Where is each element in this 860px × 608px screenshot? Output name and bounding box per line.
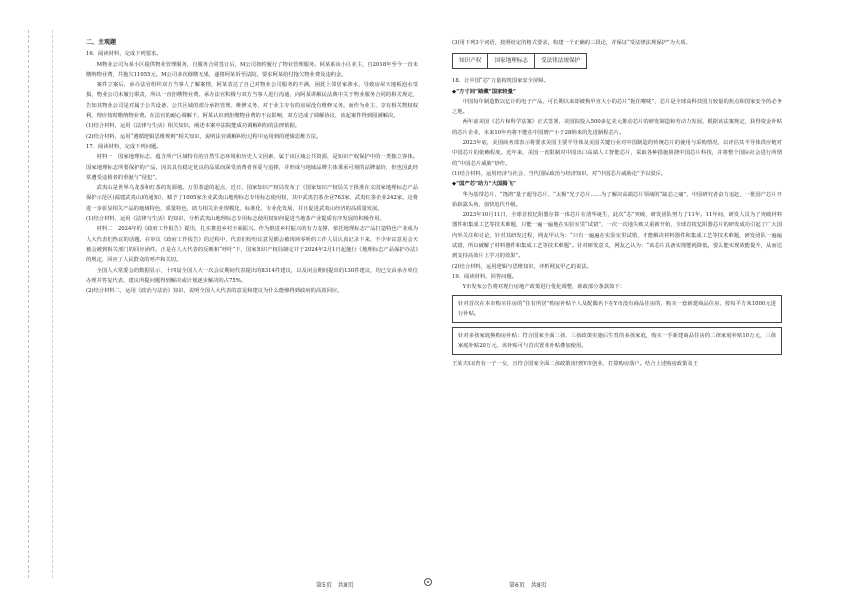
question-18-title: 18．让中国“芯”力量构筑国家安全屏障。 (452, 78, 549, 85)
question-18-paragraph-2: 两年前美国《芯片和科学法案》正式签署，美国拟投入500多亿美元推动芯片的研发制造和劳动力发展。根据该法案规定，获得资金补贴的芯片企业，未来10年内将不能在中国增产小于28纳米的先进制程芯片。 (452, 119, 782, 136)
question-18-paragraph-3: 2023年底，美国商务部表示将要求美国主要半导体及美国关键行业对中国制造的传统芯片的使用与采购情况，以评估其半导体供应链对中国芯片的依赖程度。近年来，美国一直限制对中国出口高端人工智能芯片，采取各种措施阻挠中国芯片科技，并将整个国际社会进行所谓的“中国芯片威胁”炒作。 (452, 140, 782, 167)
policy-box-1 (452, 295, 782, 323)
keyword-cell: 受法律法规保护 (534, 54, 586, 69)
question-17-subquestion-2: (2)结合材料二，运用《政治与法治》知识，说明全国人大代表的意见和建议为什么能够得到政府的高效回应。 (86, 288, 343, 295)
policy-box-2 (452, 327, 782, 355)
question-16-title: 16．阅读材料，完成下列要求。 (86, 51, 162, 58)
keyword-cell: 国家地理标志 (488, 54, 535, 69)
question-18-paragraph-5: 2023年10月11日，全球首枚忆阻器存算一体芯片在清华诞生，此次“芯”突破，研发团队努力了11年。11年间，研发人员为了突破材料器件和集成工艺等技术难题，只能一遍一遍地在实验室里“试错”，一次一次地失败又重新开始，全球首枚忆阻器芯片的研发成功引起了广大国内外关注和讨论，针对其研发过程，网友甲认为：“只有一遍遍在实验室里试错，才能解决材料器件和集成工艺等技术难题，研发团队一遍遍试错，所以破解了材料器件和集成工艺等技术难题”。针对研发意义，网友乙认为：“该芯片具备实现能耗降低，要么能实现效能提升，从而达到支持高效片上学习的效果”。 (452, 212, 782, 260)
question-16-paragraph-2: 案件立案后，承办法官组织双方当事人了解案情，阿某表达了自己对物业公司服务的不满，困扰上邻居家渗水，导致房屋天地板泡水受损，物业公司未履行职责，所以一直拒缴物业费。承办法官积极与双方当事人进行沟通，向阿某讲解民法典中关于物业服务合同的相关规定，告知其物业公司是对属于公共设备、公共区域的部分承担管理、维修义务，对于业主专有的房屋没有维修义务。而作为业主，享有相关物权权利，理应按时缴纳物业费。在法官的耐心调解下，阿某认识到拒缴物业费的不良影响，双方达成了调解协议，该起案件得到圆满解决。 (86, 82, 418, 120)
question-17-material-1: 材料一 国家地理标志，蕴含所产区域特有的自然生态环境和历史人文因素，属于该区域公共资源，是知识产权保护中的一类独立客体。国家地理标志所要保护的产品，因其具有稳定优良的品质而深受消费者喜爱与追捧，并形成与地域品牌主体秉承可观的品牌溢价，但也因此经常遭受违假者的垂涎与“侵犯”。 (86, 154, 418, 181)
question-18-heading-1: ◆“方寸间”踏藏“国家较量” (452, 88, 516, 95)
question-18-subquestion-1: (1)结合材料，运用经济与社会、当代国际政治与经济知识，对“中国芯片威胁论”予以驳斥。 (452, 170, 667, 177)
question-18-heading-2: ◆“国产芯”助力“大国腾飞” (452, 181, 516, 188)
question-18-paragraph-1: 中国每年制造数以亿计的电子产品，可长期以来却被狗甲直大小的芯片“扼住喉咙”，芯片是全球高科技国力较量的焦点和国家安全的必争之地。 (452, 98, 782, 116)
question-17-title: 17．阅读材料，完成下列问题。 (86, 143, 162, 150)
question-17-material-1b: 武夷山是世界乌龙茶和红茶的发源地。万里茶道的起点，近日，国家知识产权局发布了《国家知识产权局关于批准在义国家地理标志产品保护示范区(福建武夷山)的通知》，赋予了1005家企业武夷山地理标志专用标志使用权，其中武夷岩茶企业763家、武夷红茶企业242家。这将进一步彰显相关产品的地域特色，质量特色，助力相关企业规模化、标准化、专业化发展，并且促进武夷山经济的高质量发展。 (86, 185, 418, 212)
question-16-subquestion-1: (1)结合材料，运用《法律与生活》相关知识，阐述本案中法院能成功调解纠纷的法律依据。 (86, 123, 301, 130)
question-18-subquestion-2: (2)结合材料，运用逻辑与思维知识，评析网友甲乙的说法。 (452, 263, 592, 270)
question-19-paragraph-1: 王某夫妇(育有一子一女，且符合国家全面二孩政策)好到Y市创业，打算购房落户。结合上述购房政策及王 (452, 360, 698, 367)
question-16-subquestion-2: (2)结合材料，运用“遵循逻辑思维规则”相关知识，说明法官调解纠纷过程中运用到的逻辑思维方法。 (86, 133, 322, 140)
section-title: 二、主观题 (86, 39, 117, 46)
policy-box-2-text: 针对多孩家庭换购房补贴：符合国家全面二孩、三孩政策实施后生育的多孩家庭，购买一手新建商品住房的二孩家庭补贴10万元，三孩家庭补贴20万元，该补贴可与首次置业补贴叠加使用。 (458, 332, 776, 349)
center-circle-icon (424, 578, 432, 586)
right-page (430, 0, 860, 608)
question-18-paragraph-4: 华为基带芯片、“饶鸿”量子超导芯片、“太极”光子芯片……为了解决高端芯片领域的“缺芯之痛”，中国研究者奋力追赶，一批国产芯片开始崭露头角，加快追代升级。 (452, 191, 782, 208)
page-number-right: 第6页 共8页 (509, 582, 547, 589)
question-17-subquestion-3: (3)用下列3个词语，按照给定的格式要求，构建一个正确的三段论，并保证“受法律法规保护”为大项。 (452, 40, 691, 46)
question-19-title: 19．阅读材料，回答问题。 (452, 273, 518, 280)
page-number-left: 第5页 共8页 (316, 582, 354, 589)
keyword-cell: 知识产权 (453, 54, 488, 69)
question-19-intro: Y市发布公告将对现行房地产政策进行优化调整，新政部分条款如下： (462, 284, 625, 291)
question-17-material-2: 材料二 2024年的《政府工作报告》提出，扎实推进乡村全面振兴。作为推进乡村振兴的有力支撑，依托地理标志产品打造特色产业成为人大代表们热议的话题。在审议《政府工作报告》的过程中，代表们纷纷议意见都会被现场零听的工作人员认真记录下来，不少审议意见会天被会被到相关部门的回应函件。正是在人大代表的反映和“呼吁”下，国家知识产权局制定并于2024年2月1日起施行《地理标志产品保护办法》的规定，回应了人民群众的呼声和关切。 (86, 226, 418, 264)
policy-box-1-text: 针对首次在本市购买住房的“住有所居”购房补贴个人及配偶名下在Y市没有商品住房的，购买一套新建商品住房，按每平方米1000元进行补贴。 (458, 300, 776, 317)
question-17-material-2b: 全国人大常委会的数据显示，十四届全国人大一次会议期间代表提出的8314件建议，以及闭会期间提出的130件建议，均已交由承办单位办理并答复代表，建议所提问题得到解决或计划逐步解决的占75%。 (86, 267, 418, 284)
question-17-subquestion-1: (1)结合材料，运用《法律与生活》的知识，分析武夷山地理标志专用标志使用权如何促进当地茶产业提质有序发展的积极作用。 (86, 216, 385, 223)
question-16-paragraph-1: M物业公司为某小区提供物业管理服务，自服务合同签订后，M公司按约履行了物业管理服务。阿某系该小区业主，自2018年至今一直未缴纳物业费，共拖欠11055元。M公司多次催缴无果，遂将阿某诉至法院，要求阿某给付拖欠物业费及违约金。 (86, 61, 418, 78)
keyword-table (452, 53, 587, 69)
